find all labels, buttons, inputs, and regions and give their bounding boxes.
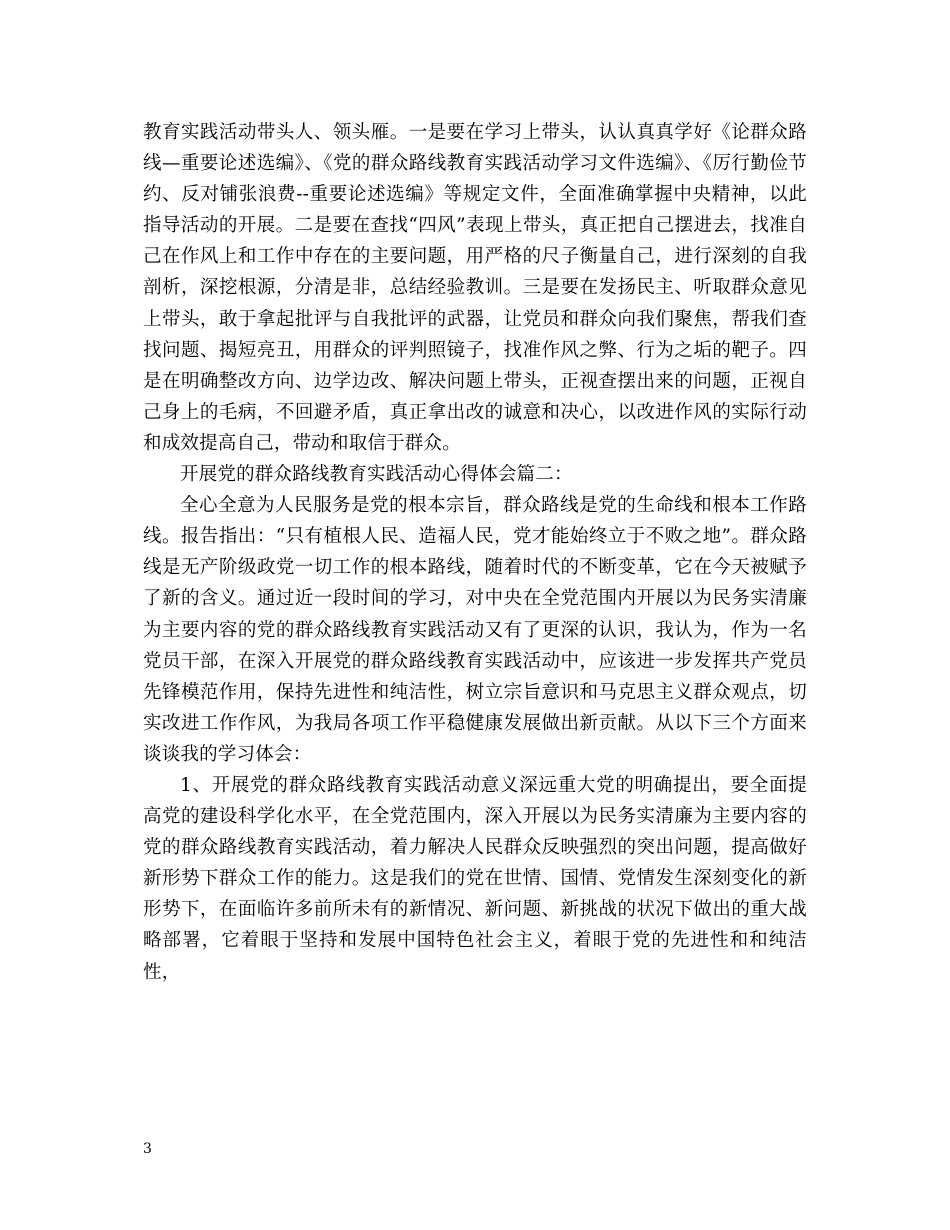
paragraph-3: 全心全意为人民服务是党的根本宗旨，群众路线是党的生命线和根本工作路线。报告指出：“只有植根人民、造福人民，党才能始终立于不败之地”。群众路线是无产阶级政党一切工作的根本路线，随着时代的不断变革，它在今天被赋予了新的含义。通过近一段时间的学习，对中央在全党范围内开展以为民务实清廉为主要内容的党的群众路线教育实践活动又有了更深的认识，我认为，作为一名党员干部，在深入开展党的群众路线教育实践活动中，应该进一步发挥共产党员先锋模范作用，保持先进性和纯洁性，树立宗旨意识和马克思主义群众观点，切实改进工作作风，为我局各项工作平稳健康发展做出新贡献。从以下三个方面来谈谈我的学习体会： [143,495,807,765]
paragraph-4: 1、开展党的群众路线教育实践活动意义深远重大党的明确提出，要全面提高党的建设科学化水平，在全党范围内，深入开展以为民务实清廉为主要内容的党的群众路线教育实践活动，着力解决人民群众反映强烈的突出问题，提高做好新形势下群众工作的能力。这是我们的党在世情、国情、党情发生深刻变化的新形势下，在面临许多前所未有的新情况、新问题、新挑战的状况下做出的重大战略部署，它着眼于坚持和发展中国特色社会主义，着眼于党的先进性和和纯洁性， [143,774,807,983]
paragraph-1: 教育实践活动带头人、领头雁。一是要在学习上带头，认认真真学好《论群众路线—重要论述选编》、《党的群众路线教育实践活动学习文件选编》、《厉行勤俭节约、反对铺张浪费--重要论述选编》等规定文件，全面准确掌握中央精神，以此指导活动的开展。二是要在查找“四风”表现上带头，真正把自己摆进去，找准自己在作风上和工作中存在的主要问题，用严格的尺子衡量自己，进行深刻的自我剖析，深挖根源，分清是非，总结经验教训。三是要在发扬民主、听取群众意见上带头，敢于拿起批评与自我批评的武器，让党员和群众向我们聚焦，帮我们查找问题、揭短亮丑，用群众的评判照镜子，找准作风之弊、行为之垢的靶子。四是在明确整改方向、边学边改、解决问题上带头，正视查摆出来的问题，正视自己身上的毛病，不回避矛盾，真正拿出改的诚意和决心，以改进作风的实际行动和成效提高自己，带动和取信于群众。 [143,122,807,454]
paragraph-2-heading: 开展党的群众路线教育实践活动心得体会篇二： [180,464,573,486]
page-number: 3 [143,1141,152,1157]
document-body [143,117,807,988]
